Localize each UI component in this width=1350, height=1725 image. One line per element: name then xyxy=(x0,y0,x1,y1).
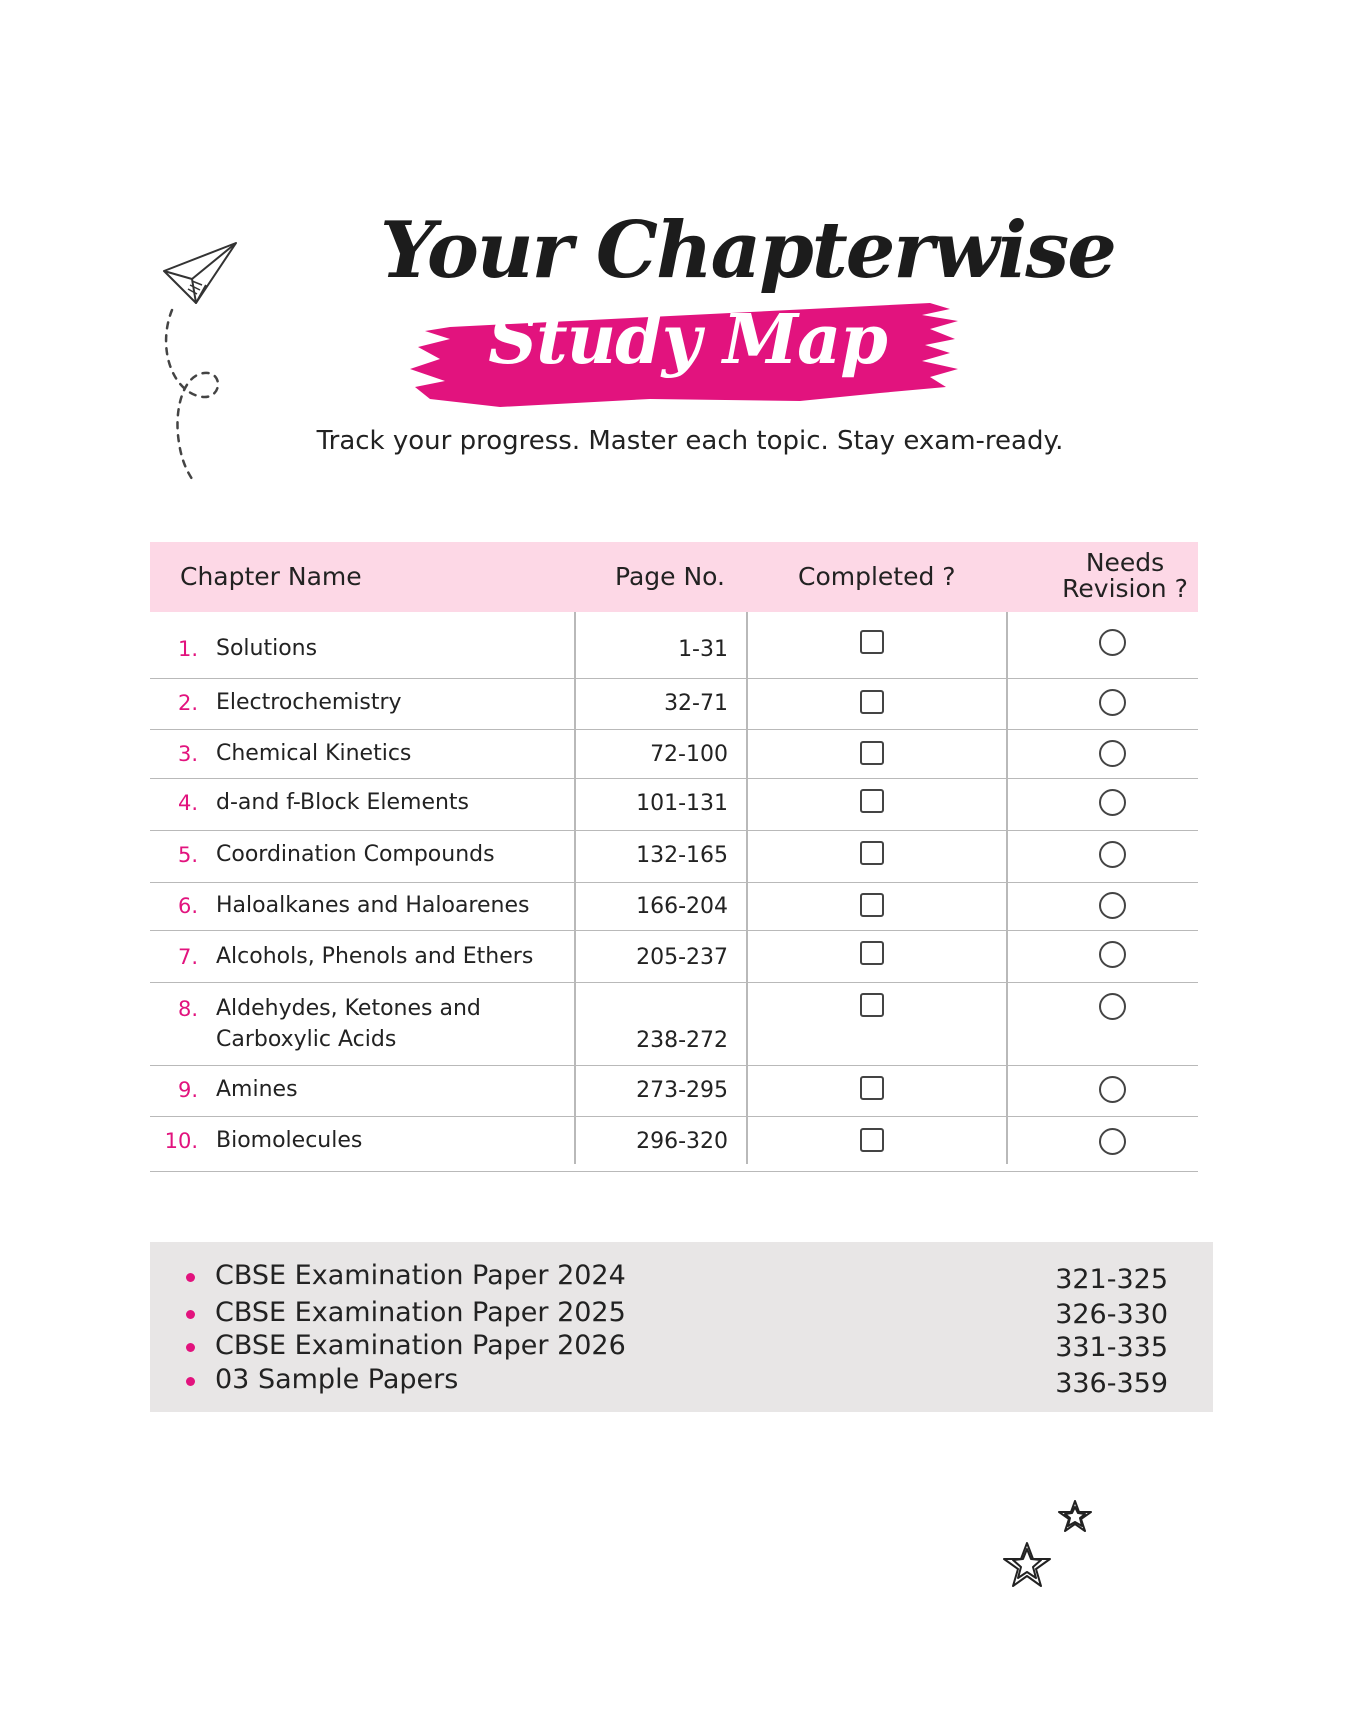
chapter-name: Biomolecules xyxy=(216,1128,363,1153)
table-body xyxy=(150,612,1198,1172)
list-item xyxy=(150,1330,1213,1364)
table-row xyxy=(150,931,1198,983)
chapter-page-range: 1-31 xyxy=(678,637,728,662)
chapter-page-range: 32-71 xyxy=(664,691,728,716)
paper-title: CBSE Examination Paper 2024 xyxy=(215,1260,626,1291)
column-header-needs-revision xyxy=(1045,550,1205,602)
completed-checkbox[interactable] xyxy=(860,893,884,917)
completed-checkbox[interactable] xyxy=(860,1076,884,1100)
needs-revision-radio[interactable] xyxy=(1099,892,1126,919)
chapter-number: 9. xyxy=(177,1078,198,1102)
completed-checkbox[interactable] xyxy=(860,741,884,765)
column-divider xyxy=(574,612,576,1164)
column-header-completed: Completed ? xyxy=(798,562,956,591)
bullet-icon xyxy=(186,1343,195,1352)
chapter-name: Amines xyxy=(216,1077,298,1102)
table-row xyxy=(150,730,1198,779)
chapter-name: Electrochemistry xyxy=(216,690,402,715)
completed-checkbox[interactable] xyxy=(860,841,884,865)
column-header-page-no: Page No. xyxy=(615,562,725,591)
chapter-number: 2. xyxy=(177,691,198,715)
chapter-name xyxy=(216,993,481,1055)
table-header xyxy=(150,542,1198,612)
chapter-name: d-and f-Block Elements xyxy=(216,790,470,815)
chapter-number: 10. xyxy=(164,1129,198,1153)
paper-page-range: 326-330 xyxy=(1055,1299,1168,1330)
page-subtitle: Study Map xyxy=(488,300,887,380)
needs-revision-radio[interactable] xyxy=(1099,941,1126,968)
paper-page-range: 331-335 xyxy=(1055,1332,1168,1363)
bullet-icon xyxy=(186,1377,195,1386)
chapter-page-range: 273-295 xyxy=(636,1078,728,1103)
chapter-number: 5. xyxy=(177,843,198,867)
paper-title: CBSE Examination Paper 2025 xyxy=(215,1297,626,1328)
needs-revision-radio[interactable] xyxy=(1099,993,1126,1020)
chapter-page-range: 166-204 xyxy=(636,894,728,919)
paper-title: 03 Sample Papers xyxy=(215,1364,459,1395)
list-item xyxy=(150,1364,1213,1398)
table-row xyxy=(150,983,1198,1066)
completed-checkbox[interactable] xyxy=(860,1128,884,1152)
table-row xyxy=(150,1117,1198,1172)
chapter-page-range: 132-165 xyxy=(636,843,728,868)
chapter-number: 4. xyxy=(177,791,198,815)
table-row xyxy=(150,883,1198,931)
completed-checkbox[interactable] xyxy=(860,941,884,965)
list-item xyxy=(150,1297,1213,1331)
column-divider xyxy=(746,612,748,1164)
bullet-icon xyxy=(186,1310,195,1319)
bullet-icon xyxy=(186,1273,195,1282)
chapter-name-line2: Carboxylic Acids xyxy=(216,1027,397,1052)
column-header-needs-revision-line1: Needs xyxy=(1085,548,1165,577)
table-row xyxy=(150,831,1198,883)
needs-revision-radio[interactable] xyxy=(1099,629,1126,656)
chapter-number: 3. xyxy=(177,742,198,766)
paper-page-range: 336-359 xyxy=(1055,1368,1168,1399)
paper-title: CBSE Examination Paper 2026 xyxy=(215,1330,626,1361)
tagline: Track your progress. Master each topic. Stay exam-ready. xyxy=(316,426,1064,456)
table-row xyxy=(150,779,1198,831)
completed-checkbox[interactable] xyxy=(860,690,884,714)
column-header-needs-revision-line2: Revision ? xyxy=(1062,574,1188,603)
chapter-page-range: 72-100 xyxy=(650,742,728,767)
needs-revision-radio[interactable] xyxy=(1099,689,1126,716)
column-header-chapter-name: Chapter Name xyxy=(180,562,362,591)
completed-checkbox[interactable] xyxy=(860,630,884,654)
completed-checkbox[interactable] xyxy=(860,993,884,1017)
chapter-page-range: 101-131 xyxy=(636,791,728,816)
chapter-name: Alcohols, Phenols and Ethers xyxy=(216,944,534,969)
chapter-name: Solutions xyxy=(216,636,318,661)
chapter-name: Chemical Kinetics xyxy=(216,741,412,766)
list-item xyxy=(150,1260,1213,1294)
column-divider xyxy=(1006,612,1008,1164)
page-title: Your Chapterwise xyxy=(380,205,1115,296)
chapter-page-range: 238-272 xyxy=(636,1028,728,1053)
paper-page-range: 321-325 xyxy=(1055,1264,1168,1295)
exam-papers-list xyxy=(150,1242,1213,1412)
chapter-name: Haloalkanes and Haloarenes xyxy=(216,893,530,918)
chapter-number: 7. xyxy=(177,945,198,969)
needs-revision-radio[interactable] xyxy=(1099,789,1126,816)
chapter-number: 8. xyxy=(177,997,198,1021)
needs-revision-radio[interactable] xyxy=(1099,1076,1126,1103)
table-row xyxy=(150,612,1198,679)
chapter-number: 6. xyxy=(177,894,198,918)
stars-icon xyxy=(995,1495,1105,1595)
table-row xyxy=(150,679,1198,730)
table-row xyxy=(150,1066,1198,1117)
completed-checkbox[interactable] xyxy=(860,789,884,813)
study-map-table xyxy=(150,542,1198,1172)
chapter-page-range: 296-320 xyxy=(636,1129,728,1154)
chapter-number: 1. xyxy=(177,637,198,661)
paper-plane-icon xyxy=(150,235,250,495)
chapter-page-range: 205-237 xyxy=(636,945,728,970)
chapter-name: Coordination Compounds xyxy=(216,842,495,867)
chapter-name-line1: Aldehydes, Ketones and xyxy=(216,996,481,1021)
needs-revision-radio[interactable] xyxy=(1099,740,1126,767)
needs-revision-radio[interactable] xyxy=(1099,841,1126,868)
needs-revision-radio[interactable] xyxy=(1099,1128,1126,1155)
